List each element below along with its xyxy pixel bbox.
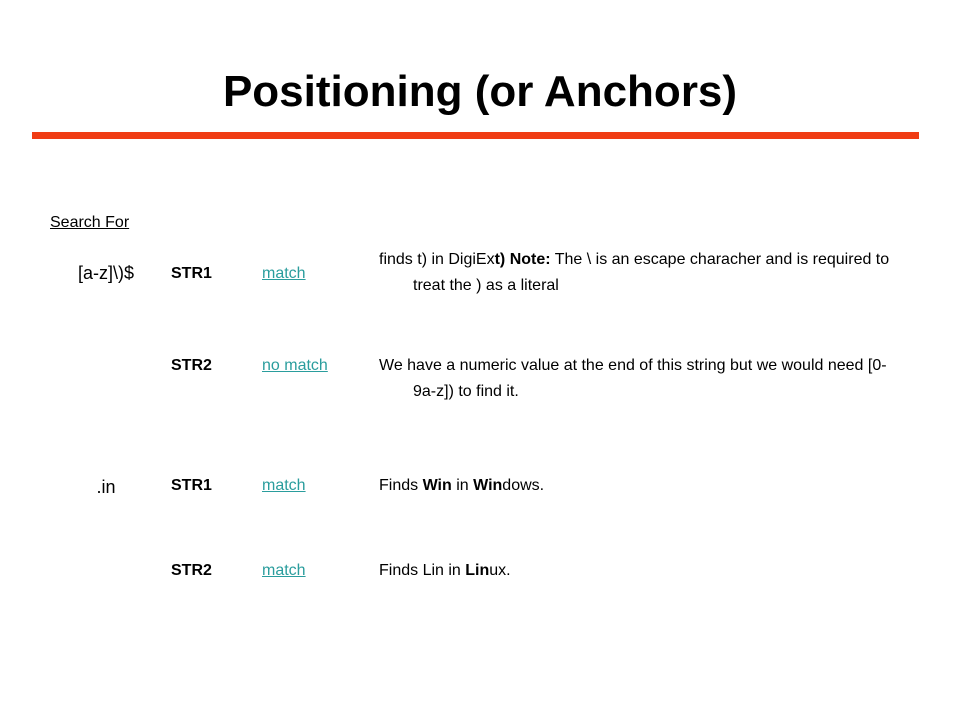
desc-text: The \ is an escape characher and is required to treat the ) as a literal: [413, 251, 890, 294]
result-link[interactable]: match: [262, 562, 306, 579]
result-link[interactable]: match: [262, 265, 306, 282]
row-description: [379, 558, 909, 584]
row-description: [379, 473, 909, 499]
desc-text: Finds Lin in: [379, 562, 466, 579]
pattern-anchor-end: [a-z]\)$: [77, 263, 134, 283]
result-link[interactable]: match: [262, 477, 306, 494]
desc-text: Finds: [379, 477, 423, 494]
desc-text: finds t) in DigiEx: [379, 251, 495, 268]
pattern-dot-in: .in: [96, 477, 116, 497]
desc-bold-text: Win: [473, 477, 503, 494]
row-description: We have a numeric value at the end of this string but we would need [0-9a-z]) to find it.: [379, 357, 887, 400]
desc-bold-text: Lin: [465, 562, 490, 579]
row-string-label: STR1: [171, 265, 212, 282]
row-string-label: STR2: [171, 562, 212, 579]
desc-text: in: [451, 477, 474, 494]
desc-text: dows.: [502, 477, 545, 494]
column-header-search-for: Search For: [50, 214, 130, 231]
row-string-label: STR1: [171, 477, 212, 494]
title-divider: [32, 132, 919, 139]
desc-bold-text: t) Note:: [494, 251, 551, 268]
desc-text: ux.: [489, 562, 511, 579]
row-string-label: STR2: [171, 357, 212, 374]
slide-title: Positioning (or Anchors): [222, 67, 738, 116]
result-link[interactable]: no match: [262, 357, 328, 374]
row-description: [379, 247, 909, 299]
desc-bold-text: Win: [422, 477, 452, 494]
